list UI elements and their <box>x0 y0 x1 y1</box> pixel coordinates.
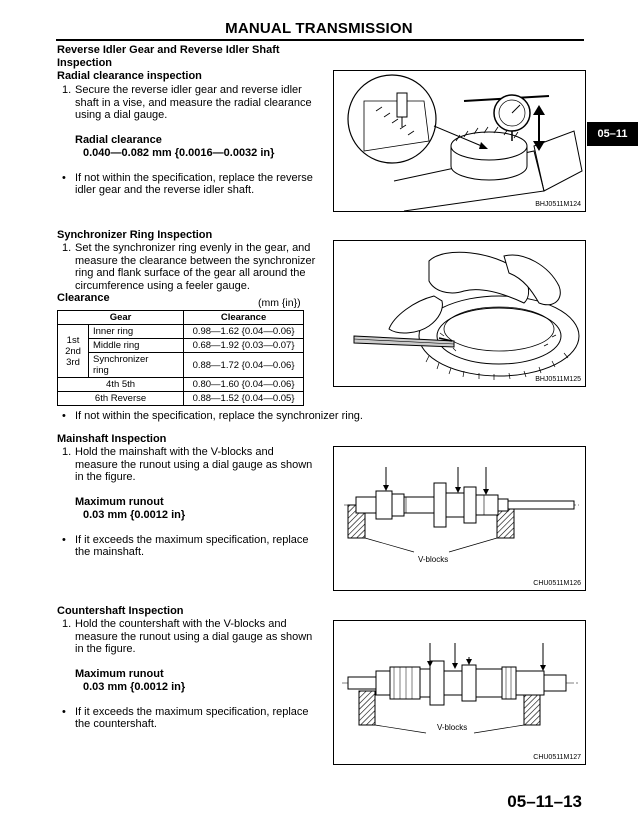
gear-group-cell: 1st 2nd 3rd <box>58 325 89 378</box>
table-header-row <box>58 311 304 325</box>
page-title: MANUAL TRANSMISSION <box>225 20 413 37</box>
feeler-gauge-illustration <box>334 241 585 386</box>
countershaft-step-1: 1. Hold the countershaft with the V-blocks and measure the runout using a dial gauge as shown in the figure. <box>62 618 313 655</box>
column-header: Gear <box>58 311 184 325</box>
countershaft-bullet: • If it exceeds the maximum specification, replace the countershaft. <box>57 706 327 731</box>
reverse-step-1: 1. Secure the reverse idler gear and reverse idler shaft in a vise, and measure the radial clearance using a dial gauge. <box>62 84 312 121</box>
radial-clearance-subheading: Radial clearance inspection <box>57 70 202 82</box>
gear-cell: 6th Reverse <box>58 392 184 406</box>
synchronizer-heading: Synchronizer Ring Inspection <box>57 229 213 241</box>
reverse-bullet: • If not within the specification, replace the reverse idler gear and the reverse idler shaft. <box>57 172 327 197</box>
synchronizer-figure <box>333 240 586 387</box>
v-blocks-label: V-blocks <box>418 555 449 564</box>
clearance-table <box>57 310 304 406</box>
mainshaft-section <box>57 433 327 559</box>
figure-code: CHU0511M127 <box>533 754 581 761</box>
mainshaft-runout-spec: Maximum runout 0.03 mm {0.0012 in} <box>75 495 186 521</box>
reverse-idler-figure <box>333 70 586 212</box>
dial-gauge-illustration <box>334 71 585 211</box>
mainshaft-bullet: • If it exceeds the maximum specification, replace the mainshaft. <box>57 534 327 559</box>
table-row <box>58 339 304 353</box>
part-cell: Synchronizer ring <box>89 353 184 378</box>
synchronizer-bullet: • If not within the specification, replace the synchronizer ring. <box>57 410 395 423</box>
synchronizer-step-1: 1. Set the synchronizer ring evenly in the gear, and measure the clearance between the synchronizer ring and flank surface of the gear all around the circumference using a feeler gauge. <box>62 242 316 292</box>
reverse-idler-heading: Reverse Idler Gear and Reverse Idler Shaft Inspection <box>57 44 280 69</box>
table-row <box>58 325 304 339</box>
table-row <box>58 353 304 378</box>
synchronizer-section <box>57 229 327 305</box>
part-cell: Inner ring <box>89 325 184 339</box>
mainshaft-illustration <box>334 447 585 590</box>
section-tab: 05–11 <box>587 122 638 146</box>
clearance-cell: 0.88—1.52 {0.04—0.05} <box>184 392 304 406</box>
gear-cell: 4th 5th <box>58 378 184 392</box>
clearance-cell: 0.98—1.62 {0.04—0.06} <box>184 325 304 339</box>
clearance-cell: 0.80—1.60 {0.04—0.06} <box>184 378 304 392</box>
clearance-cell: 0.68—1.92 {0.03—0.07} <box>184 339 304 353</box>
countershaft-runout-spec: Maximum runout 0.03 mm {0.0012 in} <box>75 667 186 693</box>
figure-code: BHJ0511M124 <box>535 201 581 208</box>
countershaft-figure <box>333 620 586 765</box>
mainshaft-heading: Mainshaft Inspection <box>57 433 167 445</box>
v-blocks-label: V-blocks <box>437 723 468 732</box>
radial-clearance-spec: Radial clearance 0.040—0.082 mm {0.0016—0.0032 in} <box>75 133 275 159</box>
unit-label: (mm {in}) <box>258 297 301 309</box>
table-row <box>58 392 304 406</box>
part-cell: Middle ring <box>89 339 184 353</box>
page-number: 05–11–13 <box>507 792 582 811</box>
figure-code: CHU0511M126 <box>533 580 581 587</box>
title-rule <box>56 39 584 41</box>
countershaft-heading: Countershaft Inspection <box>57 605 184 617</box>
countershaft-illustration <box>334 621 585 764</box>
mainshaft-figure <box>333 446 586 591</box>
column-header: Clearance <box>184 311 304 325</box>
mainshaft-step-1: 1. Hold the mainshaft with the V-blocks and measure the runout using a dial gauge as shown in the figure. <box>62 446 313 483</box>
figure-code: BHJ0511M125 <box>535 376 581 383</box>
clearance-label: Clearance <box>57 292 110 304</box>
clearance-cell: 0.88—1.72 {0.04—0.06} <box>184 353 304 378</box>
reverse-idler-section <box>57 44 327 197</box>
table-row <box>58 378 304 392</box>
countershaft-section <box>57 605 327 731</box>
